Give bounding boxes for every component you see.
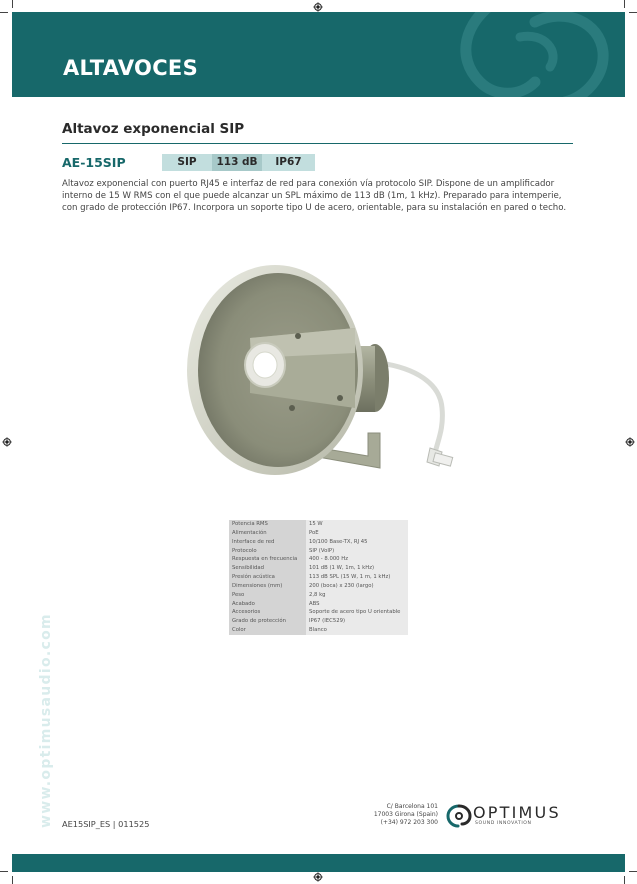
feature-tag: 113 dB: [212, 154, 262, 171]
registration-mark-icon: [625, 437, 635, 447]
spec-value: 15 W: [306, 520, 408, 529]
spec-value: IP67 (IEC529): [306, 617, 408, 626]
registration-mark-icon: [2, 437, 12, 447]
spec-value: SIP (VoIP): [306, 547, 408, 556]
spec-label: Protocolo: [229, 547, 306, 556]
feature-tag: IP67: [262, 154, 315, 171]
model-number: AE-15SIP: [62, 155, 126, 170]
spec-value: PoE: [306, 529, 408, 538]
header-band: [12, 12, 625, 97]
crop-line: [0, 12, 8, 13]
spec-label: Potencia RMS: [229, 520, 306, 529]
crop-line: [0, 871, 8, 872]
spec-row: [229, 582, 408, 591]
footer-band: [12, 854, 625, 872]
spec-row: [229, 520, 408, 529]
optimus-logo: [446, 803, 576, 829]
title-divider: [62, 143, 573, 144]
spec-label: Sensibilidad: [229, 564, 306, 573]
spec-row: [229, 555, 408, 564]
crop-line: [629, 871, 637, 872]
spec-row: [229, 529, 408, 538]
spec-value: 400 - 8.000 Hz: [306, 555, 408, 564]
spec-row: [229, 608, 408, 617]
spec-value: Blanco: [306, 626, 408, 635]
spec-row: [229, 538, 408, 547]
spec-label: Dimensiones (mm): [229, 582, 306, 591]
category-heading: ALTAVOCES: [63, 56, 198, 80]
spec-value: 2,8 kg: [306, 591, 408, 600]
spec-label: Interface de red: [229, 538, 306, 547]
spec-row: [229, 591, 408, 600]
product-description: Altavoz exponencial con puerto RJ45 e interfaz de red para conexión vía protocolo SIP. Dispone de un amplificador interno de 15 W RMS con el que puede alcanzar un SPL máximo de 113 dB (1m, 1 kHz). Preparado para intemperie, con grado de protección IP67. Incorpora un soporte tipo U de acero, orientable, para su instalación en pared o techo.: [62, 179, 567, 213]
spec-value: ABS: [306, 600, 408, 609]
spec-row: [229, 547, 408, 556]
crop-line: [12, 876, 13, 884]
spec-value: Soporte de acero tipo U orientable: [306, 608, 408, 617]
company-address: [340, 803, 438, 828]
spec-row: [229, 564, 408, 573]
spec-label: Respuesta en frecuencia: [229, 555, 306, 564]
crop-line: [12, 0, 13, 8]
phone-number: (+34) 972 203 300: [380, 819, 438, 827]
spec-label: Accesorios: [229, 608, 306, 617]
crop-line: [629, 12, 637, 13]
spec-row: [229, 626, 408, 635]
brand-tagline: SOUND INNOVATION: [475, 821, 532, 826]
horn-speaker-image: [180, 258, 470, 478]
spec-value: 101 dB (1 W, 1m, 1 kHz): [306, 564, 408, 573]
product-title: Altavoz exponencial SIP: [62, 121, 245, 137]
spec-label: Presión acústica: [229, 573, 306, 582]
spec-label: Alimentación: [229, 529, 306, 538]
feature-tag: SIP: [162, 154, 212, 171]
brand-pattern-icon: [425, 12, 625, 97]
spec-row: [229, 617, 408, 626]
feature-tags: [162, 154, 315, 171]
optimus-logo-icon: [446, 803, 472, 829]
crop-line: [624, 876, 625, 884]
address-line: C/ Barcelona 101: [386, 803, 438, 810]
registration-mark-icon: [313, 2, 323, 12]
address-line: 17003 Girona (Spain): [373, 811, 438, 819]
spec-value: 200 (boca) x 230 (largo): [306, 582, 408, 591]
registration-mark-icon: [313, 872, 323, 882]
specifications-table: [229, 520, 408, 635]
crop-line: [624, 0, 625, 8]
spec-label: Grado de protección: [229, 617, 306, 626]
spec-label: Acabado: [229, 600, 306, 609]
document-code: AE15SIP_ES | 011525: [62, 819, 150, 829]
spec-value: 10/100 Base-TX, RJ 45: [306, 538, 408, 547]
spec-value: 113 dB SPL (15 W, 1 m, 1 kHz): [306, 573, 408, 582]
spec-label: Peso: [229, 591, 306, 600]
spec-row: [229, 573, 408, 582]
website-watermark: www.optimusaudio.com: [38, 613, 54, 828]
spec-row: [229, 600, 408, 609]
spec-label: Color: [229, 626, 306, 635]
brand-name: OPTIMUS: [473, 803, 561, 822]
